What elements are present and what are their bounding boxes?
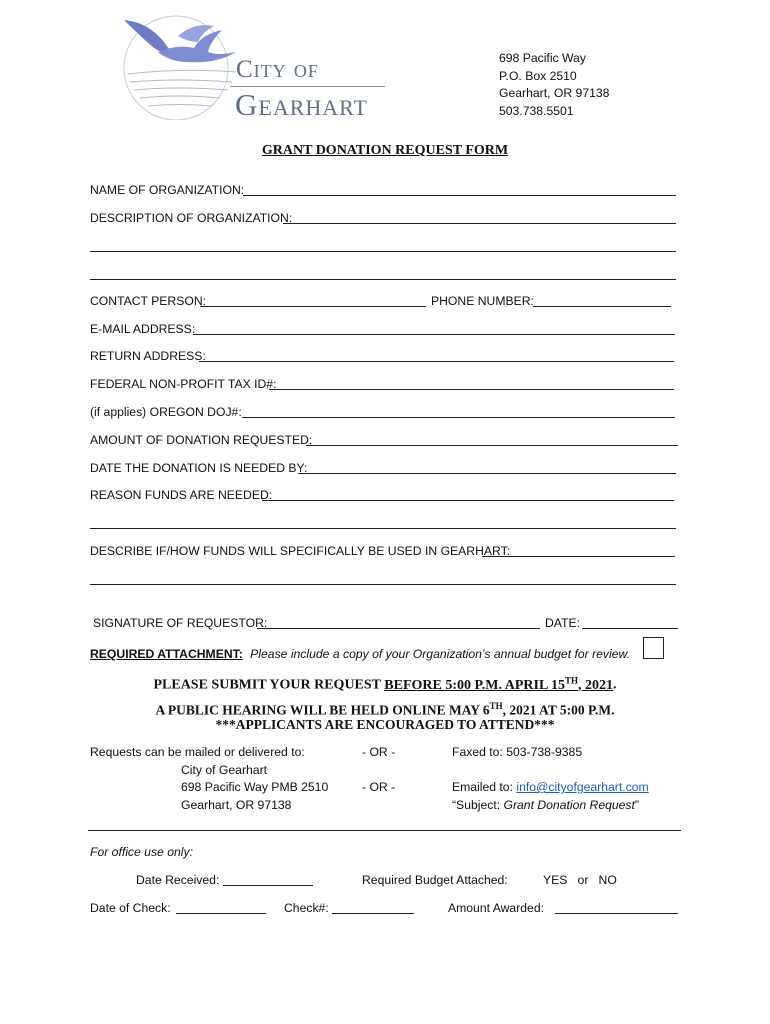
contact-field[interactable] (200, 306, 426, 307)
or-separator: - OR - (362, 745, 396, 759)
return-address-label: RETURN ADDRESS: (90, 349, 206, 363)
form-title: GRANT DONATION REQUEST FORM (261, 143, 509, 158)
budget-checkbox[interactable] (643, 637, 664, 659)
email-link[interactable]: info@cityofgearhart.com (516, 780, 649, 794)
date-label: DATE: (545, 616, 580, 630)
fax-text: Faxed to: 503-738-9385 (452, 745, 583, 759)
city-logo (118, 12, 393, 124)
mail-line: City of Gearhart (181, 763, 268, 777)
subject-text: “Subject: Grant Donation Request” (452, 798, 639, 812)
budget-attached-label: Required Budget Attached: (362, 873, 508, 887)
describe-label: DESCRIBE IF/HOW FUNDS WILL SPECIFICALLY BE USED IN GEARHART: (90, 544, 511, 558)
required-attachment-label: REQUIRED ATTACHMENT: (90, 647, 243, 661)
describe-field[interactable] (482, 556, 675, 557)
date-of-check-label: Date of Check: (90, 901, 171, 915)
org-name-label: NAME OF ORGANIZATION: (90, 183, 245, 197)
signature-label: SIGNATURE OF REQUESTOR: (93, 616, 268, 630)
date-received-field[interactable] (223, 885, 313, 886)
mail-label: Requests can be mailed or delivered to: (90, 745, 305, 759)
org-desc-field-3[interactable] (90, 279, 676, 280)
office-divider (88, 830, 681, 831)
amount-awarded-field[interactable] (555, 913, 678, 914)
amount-label: AMOUNT OF DONATION REQUESTED: (90, 433, 313, 447)
signature-field[interactable] (257, 628, 540, 629)
phone-field[interactable] (533, 306, 671, 307)
email-text: Emailed to: info@cityofgearhart.com (452, 780, 649, 794)
check-number-label: Check#: (284, 901, 329, 915)
reason-field-2[interactable] (90, 528, 676, 529)
reason-field[interactable] (262, 500, 674, 501)
seagull-logo-icon (118, 12, 248, 120)
email-field[interactable] (193, 334, 675, 335)
logo-line1: City of (236, 56, 319, 83)
describe-field-2[interactable] (90, 584, 676, 585)
hearing-notice: A PUBLIC HEARING WILL BE HELD ONLINE MAY 6TH, 2021 AT 5:00 P.M. (155, 701, 615, 718)
oregon-doj-label: (if applies) OREGON DOJ#: (90, 405, 242, 419)
mail-line: 698 Pacific Way PMB 2510 (181, 780, 329, 794)
date-field[interactable] (582, 628, 678, 629)
org-desc-field-2[interactable] (90, 251, 676, 252)
date-of-check-field[interactable] (176, 913, 266, 914)
address-line: 698 Pacific Way (499, 51, 586, 65)
yes-no-options[interactable]: YES or NO (543, 873, 617, 887)
mail-line: Gearhart, OR 97138 (181, 798, 292, 812)
date-needed-label: DATE THE DONATION IS NEEDED BY: (90, 461, 308, 475)
tax-id-label: FEDERAL NON-PROFIT TAX ID#: (90, 377, 277, 391)
logo-line2: Gearhart (235, 87, 368, 122)
required-attachment (90, 647, 630, 661)
org-name-field[interactable] (243, 195, 676, 196)
encourage-notice: ***APPLICANTS ARE ENCOURAGED TO ATTEND*** (215, 717, 555, 732)
check-number-field[interactable] (332, 913, 414, 914)
amount-awarded-label: Amount Awarded: (448, 901, 544, 915)
org-desc-label: DESCRIPTION OF ORGANIZATION: (90, 211, 293, 225)
date-needed-field[interactable] (298, 473, 676, 474)
phone-label: PHONE NUMBER: (431, 294, 534, 308)
org-desc-field[interactable] (283, 223, 676, 224)
address-line: 503.738.5501 (499, 103, 574, 118)
header-address (499, 50, 609, 120)
or-separator: - OR - (362, 780, 396, 794)
address-line: P.O. Box 2510 (499, 68, 577, 83)
tax-id-field[interactable] (269, 389, 674, 390)
office-heading: For office use only: (90, 845, 193, 859)
date-received-label: Date Received: (136, 873, 220, 887)
email-label: E-MAIL ADDRESS: (90, 322, 196, 336)
amount-field[interactable] (306, 445, 678, 446)
contact-label: CONTACT PERSON: (90, 294, 207, 308)
submit-notice: PLEASE SUBMIT YOUR REQUEST BEFORE 5:00 P.M. APRIL 15TH, 2021. (153, 675, 617, 693)
address-line: Gearhart, OR 97138 (499, 86, 610, 100)
oregon-doj-field[interactable] (242, 417, 675, 418)
reason-label: REASON FUNDS ARE NEEDED: (90, 488, 273, 502)
required-attachment-text: Please include a copy of your Organization’s annual budget for review. (250, 647, 631, 661)
return-address-field[interactable] (199, 361, 674, 362)
